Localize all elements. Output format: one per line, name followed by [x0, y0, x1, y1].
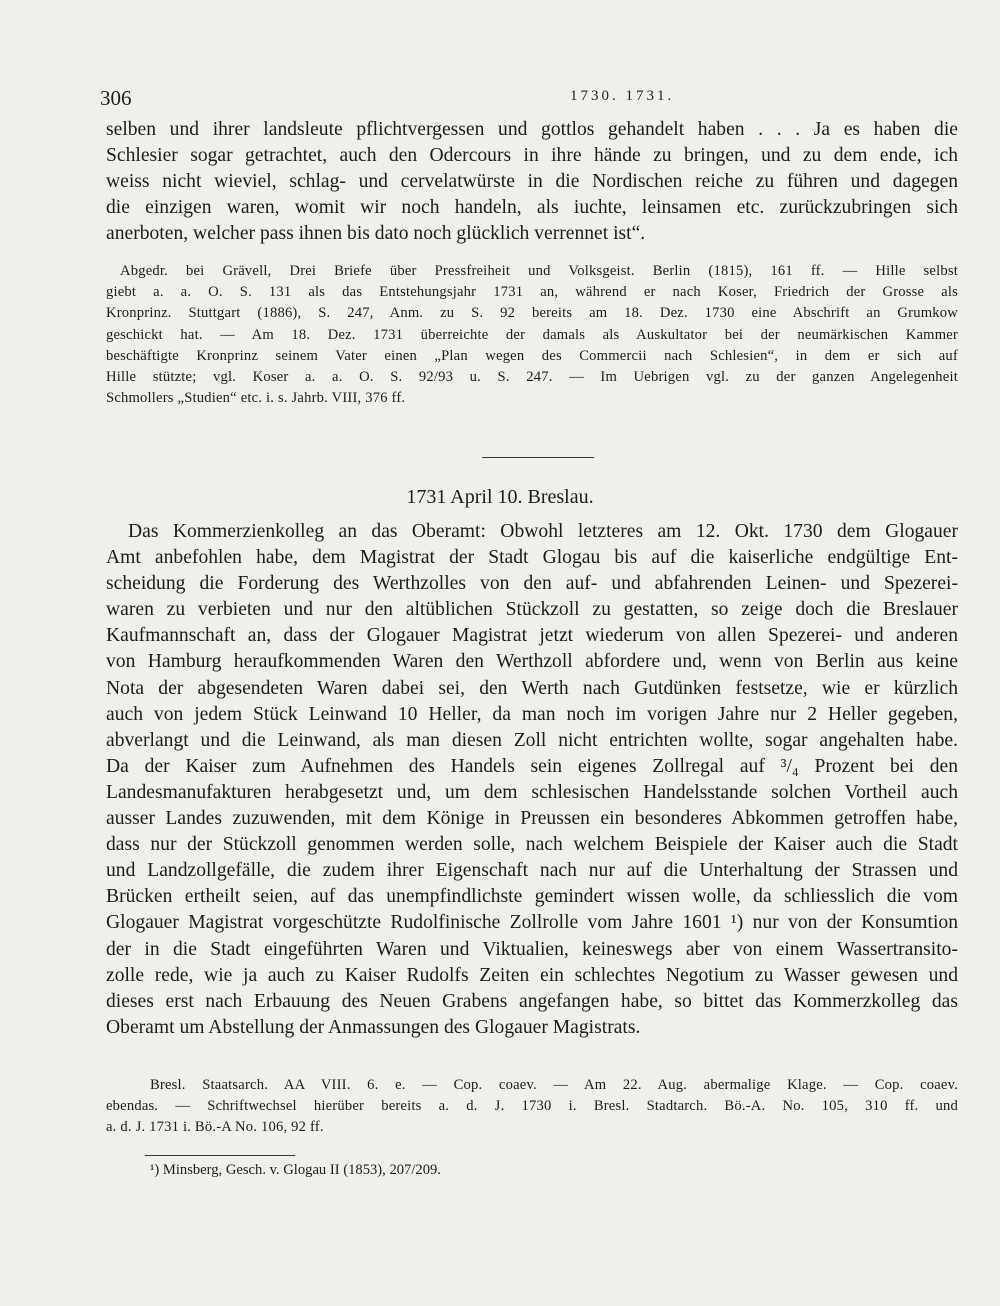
text-line: Oberamt um Abstellung der Anmassungen des Glogauer Magistrats. — [106, 1016, 641, 1038]
text-line: dieses erst nach Erbauung des Neuen Grabens angefangen habe, so bittet das Kommerzkolleg das — [106, 990, 958, 1012]
text-line: zolle rede, wie ja auch zu Kaiser Rudolfs Zeiten ein schlechtes Negotium zu Wasser gewesen und — [106, 964, 958, 986]
note-line: beschäftigte Kronprinz seinem Vater einen „Plan wegen des Commercii nach Schlesien“, in dem er sich auf — [106, 347, 958, 364]
text-line: Kaufmannschaft an, dass der Glogauer Magistrat jetzt wiederum von allen Spezerei- und anderen — [106, 625, 958, 647]
running-head: 1730. 1731. — [570, 88, 675, 104]
note-line: Kronprinz. Stuttgart (1886), S. 247, Anm. zu S. 92 bereits am 18. Dez. 1730 eine Abschrift an Grumkow — [106, 305, 958, 322]
note-line: geschickt hat. — Am 18. Dez. 1731 überreichte der damals als Auskultator bei der neumärkischen Kammer — [106, 326, 958, 343]
text-line: auch von jedem Stück Leinwand 10 Heller, da man noch im vorigen Jahre nur 2 Heller gegeben, — [106, 703, 958, 725]
footnote: ¹) Minsberg, Gesch. v. Glogau II (1853), 207/209. — [150, 1162, 441, 1178]
note-line: Schmollers „Studien“ etc. i. s. Jahrb. VIII, 376 ff. — [106, 390, 406, 407]
note-line: Abgedr. bei Grävell, Drei Briefe über Pressfreiheit und Volksgeist. Berlin (1815), 161 ff. — Hille selbst — [120, 263, 958, 279]
note-line: giebt a. a. O. S. 131 als das Entstehungsjahr 1731 an, während er nach Koser, Friedrich der Grosse als — [106, 284, 958, 301]
note-line: Bresl. Staatsarch. AA VIII. 6. e. — Cop. coaev. — Am 22. Aug. abermalige Klage. — Cop. coaev. — [150, 1077, 958, 1093]
text-line: anerboten, welcher pass ihnen bis dato noch glücklich verrennet ist“. — [106, 223, 646, 245]
text-line: Amt anbefohlen habe, dem Magistrat der Stadt Glogau bis auf die kaiserliche endgültige Ent- — [106, 547, 958, 569]
continuation-paragraph — [106, 117, 958, 247]
text-line: Landesmanufakturen herabgesetzt und, um dem schlesischen Handelsstande solchen Vortheil auch — [106, 781, 958, 803]
text-line: ausser Landes zuzuwenden, mit dem Könige in Preussen ein besonderes Abkommen getroffen habe, — [106, 808, 958, 830]
text-line: Das Kommerzienkolleg an das Oberamt: Obwohl letzteres am 12. Okt. 1730 dem Glogauer — [128, 521, 958, 542]
main-paragraph — [106, 519, 958, 1041]
text-line: dass nur der Stückzoll genommen werden solle, nach welchem Beispiele der Kaiser auch die Stadt — [106, 834, 958, 856]
text-line: von Hamburg heraufkommenden Waren den Werthzoll abfordere und, wenn von Berlin aus keine — [106, 651, 958, 673]
text-line: Nota der abgesendeten Waren dabei sei, den Werth nach Gutdünken festsetze, wie er kürzlich — [106, 677, 958, 699]
text-line: der in die Stadt eingeführten Waren und Viktualien, keineswegs aber von einem Wassertransito- — [106, 938, 958, 960]
footnote-rule — [145, 1155, 295, 1156]
source-note-2 — [106, 1075, 958, 1139]
text-line: abverlangt und die Leinwand, als man diesen Zoll nicht entrichten wollte, sogar angehalten habe. — [106, 729, 958, 751]
note-line: ebendas. — Schriftwechsel hierüber bereits a. d. J. 1730 i. Bresl. Stadtarch. Bö.-A. No. 105, 310 ff. und — [106, 1098, 958, 1115]
text-line: scheidung die Forderung des Werthzolles von den auf- und abfahrenden Leinen- und Spezerei- — [106, 573, 958, 595]
document-heading: 1731 April 10. Breslau. — [406, 486, 594, 508]
page-number: 306 — [100, 86, 132, 110]
source-note-1 — [106, 261, 958, 409]
text-line: die einzigen waren, womit wir noch handeln, als iuchte, leinsamen etc. zurückzubringen sich — [106, 197, 958, 219]
text-line: Brücken ertheilt seien, auf das unempfindlichste gemindert wissen wolle, da schliesslich die vom — [106, 886, 958, 908]
text-line: Schlesier sogar getrachtet, auch den Odercours in ihre hände zu bringen, und zu dem ende, ich — [106, 145, 958, 167]
note-line: Hille stützte; vgl. Koser a. a. O. S. 92/93 u. S. 247. — Im Uebrigen vgl. zu der ganzen Angelegenheit — [106, 368, 958, 385]
text-line: weiss nicht wieviel, schlag- und cervelatwürste in die Nordischen reiche zu führen und dagegen — [106, 171, 958, 193]
text-line: selben und ihrer landsleute pflichtvergessen und gottlos gehandelt haben . . . Ja es haben die — [106, 119, 958, 140]
note-line: a. d. J. 1731 i. Bö.-A No. 106, 92 ff. — [106, 1119, 324, 1136]
page-header — [100, 86, 960, 116]
text-line: Glogauer Magistrat vorgeschützte Rudolfinische Zollrolle vom Jahre 1601 ¹) nur von der Konsumtion — [106, 912, 958, 934]
text-line: Da der Kaiser zum Aufnehmen des Handels sein eigenes Zollregal auf ³/₄ Prozent bei den — [106, 755, 958, 777]
text-line: und Landzollgefälle, die zudem ihrer Eigenschaft nach nur auf die Unterhaltung der Strassen und — [106, 860, 958, 882]
text-line: waren zu verbieten und nur den altüblichen Stückzoll zu gestatten, so zeige doch die Breslauer — [106, 599, 958, 621]
section-divider — [482, 457, 594, 458]
